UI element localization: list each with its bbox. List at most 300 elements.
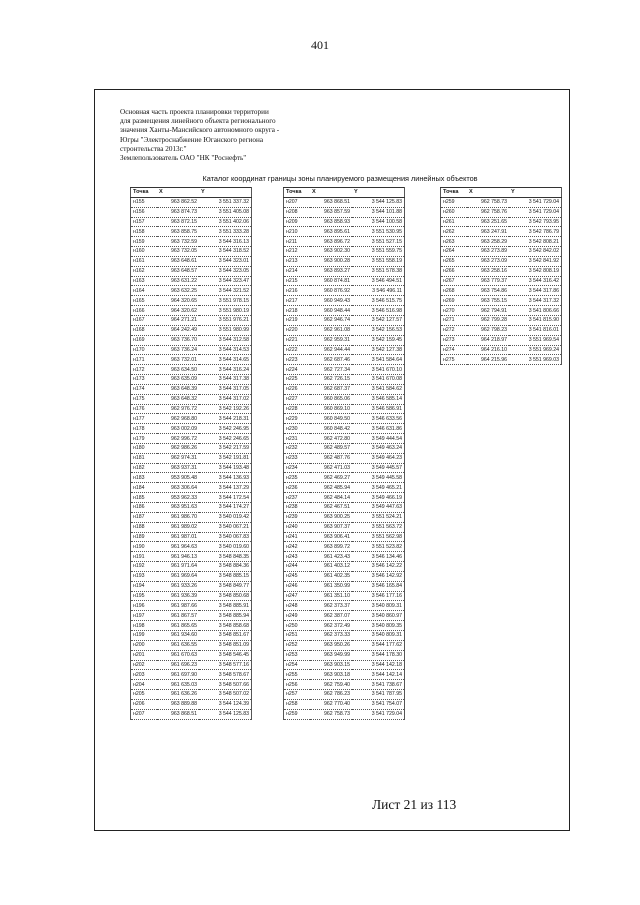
y-coordinate-cell: 3 542 217.59 xyxy=(199,443,252,453)
x-coordinate-cell: 961 635.03 xyxy=(157,680,199,690)
catalog-title: Каталог координат границы зоны планируемого размещения линейных объектов xyxy=(202,174,478,183)
table-row xyxy=(441,207,562,217)
table-row xyxy=(131,611,252,621)
y-coordinate-cell: 3 541 729.04 xyxy=(352,709,405,719)
x-coordinate-cell: 963 634.50 xyxy=(157,365,199,375)
y-coordinate-cell: 3 548 507.66 xyxy=(199,680,252,690)
point-id-cell: н230 xyxy=(284,424,311,434)
x-coordinate-cell: 963 002.09 xyxy=(157,424,199,434)
y-coordinate-cell: 3 546 515.75 xyxy=(352,296,405,306)
point-id-cell: н227 xyxy=(284,394,311,404)
x-coordinate-cell: 962 758.76 xyxy=(467,207,509,217)
x-coordinate-cell: 962 727.34 xyxy=(310,365,352,375)
y-coordinate-cell: 3 551 402.06 xyxy=(199,217,252,227)
point-id-cell: н232 xyxy=(284,443,311,453)
x-coordinate-cell: 963 858.93 xyxy=(310,217,352,227)
y-coordinate-cell: 3 551 524.21 xyxy=(352,512,405,522)
column-header-point: Точка xyxy=(284,188,311,198)
y-coordinate-cell: 3 548 884.36 xyxy=(199,562,252,572)
point-id-cell: н259 xyxy=(441,197,468,207)
table-row xyxy=(284,630,405,640)
point-id-cell: н235 xyxy=(284,473,311,483)
point-id-cell: н195 xyxy=(131,591,158,601)
point-id-cell: н192 xyxy=(131,562,158,572)
table-row xyxy=(284,640,405,650)
x-coordinate-cell: 962 770.40 xyxy=(310,699,352,709)
table-row xyxy=(441,296,562,306)
table-header-row xyxy=(441,188,562,198)
y-coordinate-cell: 3 540 067.83 xyxy=(199,532,252,542)
y-coordinate-cell: 3 546 165.84 xyxy=(352,581,405,591)
table-row xyxy=(284,394,405,404)
y-coordinate-cell: 3 541 670.10 xyxy=(352,365,405,375)
column-header-y: Y xyxy=(352,188,405,198)
table-row xyxy=(284,197,405,207)
header-line: для размещения линейного объекта регионального xyxy=(120,117,276,126)
point-id-cell: н252 xyxy=(284,640,311,650)
table-row xyxy=(131,394,252,404)
y-coordinate-cell: 3 546 142.22 xyxy=(352,562,405,572)
point-id-cell: н212 xyxy=(284,247,311,257)
x-coordinate-cell: 962 687.37 xyxy=(310,384,352,394)
table-row xyxy=(284,690,405,700)
point-id-cell: н164 xyxy=(131,286,158,296)
x-coordinate-cell: 963 732.01 xyxy=(157,355,199,365)
point-id-cell: н260 xyxy=(441,207,468,217)
y-coordinate-cell: 3 542 127.57 xyxy=(352,315,405,325)
point-id-cell: н200 xyxy=(131,640,158,650)
point-id-cell: н161 xyxy=(131,256,158,266)
table-row xyxy=(441,247,562,257)
point-id-cell: н251 xyxy=(284,630,311,640)
point-id-cell: н188 xyxy=(131,522,158,532)
x-coordinate-cell: 963 937.31 xyxy=(157,463,199,473)
x-coordinate-cell: 963 950.26 xyxy=(310,640,352,650)
point-id-cell: н167 xyxy=(131,315,158,325)
y-coordinate-cell: 3 541 584.64 xyxy=(352,355,405,365)
x-coordinate-cell: 961 986.70 xyxy=(157,512,199,522)
table-row xyxy=(441,227,562,237)
table-row xyxy=(284,463,405,473)
table-row xyxy=(441,325,562,335)
point-id-cell: н178 xyxy=(131,424,158,434)
table-row xyxy=(131,493,252,503)
table-row xyxy=(284,552,405,562)
table-row xyxy=(284,424,405,434)
table-row xyxy=(131,207,252,217)
sheet-label: Лист 21 из 113 xyxy=(372,797,457,812)
y-coordinate-cell: 3 544 174.27 xyxy=(199,503,252,513)
header-line: Землепользователь ОАО "НК "Роснефть" xyxy=(120,154,247,163)
x-coordinate-cell: 961 351.10 xyxy=(310,591,352,601)
table-row xyxy=(284,680,405,690)
table-row xyxy=(284,562,405,572)
table-row xyxy=(131,650,252,660)
y-coordinate-cell: 3 544 312.58 xyxy=(199,335,252,345)
y-coordinate-cell: 3 548 577.16 xyxy=(199,660,252,670)
table-row xyxy=(284,591,405,601)
y-coordinate-cell: 3 542 246.65 xyxy=(199,434,252,444)
point-id-cell: н237 xyxy=(284,493,311,503)
table-row xyxy=(131,365,252,375)
y-coordinate-cell: 3 544 323.05 xyxy=(199,266,252,276)
y-coordinate-cell: 3 544 137.29 xyxy=(199,483,252,493)
table-row xyxy=(284,611,405,621)
point-id-cell: н176 xyxy=(131,404,158,414)
y-coordinate-cell: 3 542 842.02 xyxy=(509,247,562,257)
point-id-cell: н179 xyxy=(131,434,158,444)
x-coordinate-cell: 963 889.88 xyxy=(157,699,199,709)
table-row xyxy=(131,532,252,542)
x-coordinate-cell: 963 736.70 xyxy=(157,335,199,345)
table-row xyxy=(284,276,405,286)
point-id-cell: н201 xyxy=(131,650,158,660)
point-id-cell: н159 xyxy=(131,237,158,247)
point-id-cell: н243 xyxy=(284,552,311,562)
y-coordinate-cell: 3 544 318.52 xyxy=(199,247,252,257)
x-coordinate-cell: 962 961.08 xyxy=(310,325,352,335)
x-coordinate-cell: 963 900.25 xyxy=(310,512,352,522)
point-id-cell: н204 xyxy=(131,680,158,690)
y-coordinate-cell: 3 542 808.19 xyxy=(509,266,562,276)
x-coordinate-cell: 962 986.26 xyxy=(157,443,199,453)
x-coordinate-cell: 963 951.63 xyxy=(157,503,199,513)
table-row xyxy=(131,503,252,513)
x-coordinate-cell: 961 867.57 xyxy=(157,611,199,621)
x-coordinate-cell: 961 989.02 xyxy=(157,522,199,532)
y-coordinate-cell: 3 542 808.21 xyxy=(509,237,562,247)
table-row xyxy=(131,463,252,473)
x-coordinate-cell: 963 907.37 xyxy=(310,522,352,532)
point-id-cell: н203 xyxy=(131,670,158,680)
y-coordinate-cell: 3 540 860.97 xyxy=(352,611,405,621)
x-coordinate-cell: 963 903.18 xyxy=(310,670,352,680)
y-coordinate-cell: 3 548 578.67 xyxy=(199,670,252,680)
table-row xyxy=(131,286,252,296)
x-coordinate-cell: 961 697.90 xyxy=(157,670,199,680)
table-row xyxy=(131,680,252,690)
point-id-cell: н214 xyxy=(284,266,311,276)
point-id-cell: н170 xyxy=(131,345,158,355)
point-id-cell: н246 xyxy=(284,581,311,591)
table-row xyxy=(284,503,405,513)
point-id-cell: н174 xyxy=(131,384,158,394)
y-coordinate-cell: 3 548 885.94 xyxy=(199,611,252,621)
point-id-cell: н158 xyxy=(131,227,158,237)
y-coordinate-cell: 3 544 316.13 xyxy=(199,237,252,247)
point-id-cell: н199 xyxy=(131,630,158,640)
table-row xyxy=(284,621,405,631)
point-id-cell: н182 xyxy=(131,463,158,473)
x-coordinate-cell: 963 755.15 xyxy=(467,296,509,306)
table-row xyxy=(284,709,405,719)
point-id-cell: н236 xyxy=(284,483,311,493)
y-coordinate-cell: 3 540 809.35 xyxy=(352,621,405,631)
x-coordinate-cell: 961 969.64 xyxy=(157,571,199,581)
x-coordinate-cell: 961 636.26 xyxy=(157,690,199,700)
x-coordinate-cell: 963 899.72 xyxy=(310,542,352,552)
x-coordinate-cell: 963 648.57 xyxy=(157,266,199,276)
point-id-cell: н194 xyxy=(131,581,158,591)
x-coordinate-cell: 960 949.43 xyxy=(310,296,352,306)
point-id-cell: н258 xyxy=(284,699,311,709)
table-row xyxy=(441,256,562,266)
y-coordinate-cell: 3 541 754.07 xyxy=(352,699,405,709)
x-coordinate-cell: 961 987.66 xyxy=(157,601,199,611)
x-coordinate-cell: 963 902.30 xyxy=(310,247,352,257)
table-row xyxy=(441,217,562,227)
x-coordinate-cell: 963 273.09 xyxy=(467,256,509,266)
table-row xyxy=(131,699,252,709)
table-row xyxy=(284,365,405,375)
y-coordinate-cell: 3 544 218.31 xyxy=(199,414,252,424)
point-id-cell: н216 xyxy=(284,286,311,296)
point-id-cell: н184 xyxy=(131,483,158,493)
table-row xyxy=(284,522,405,532)
x-coordinate-cell: 961 636.55 xyxy=(157,640,199,650)
table-row xyxy=(131,325,252,335)
point-id-cell: н181 xyxy=(131,453,158,463)
table-row xyxy=(284,315,405,325)
point-id-cell: н247 xyxy=(284,591,311,601)
y-coordinate-cell: 3 542 246.95 xyxy=(199,424,252,434)
coordinates-table xyxy=(283,187,405,720)
point-id-cell: н196 xyxy=(131,601,158,611)
point-id-cell: н222 xyxy=(284,345,311,355)
x-coordinate-cell: 961 936.39 xyxy=(157,591,199,601)
table-row xyxy=(284,286,405,296)
coordinates-table xyxy=(130,187,252,720)
x-coordinate-cell: 962 759.40 xyxy=(310,680,352,690)
y-coordinate-cell: 3 544 136.93 xyxy=(199,473,252,483)
table-row xyxy=(284,699,405,709)
x-coordinate-cell: 963 868.51 xyxy=(157,709,199,719)
y-coordinate-cell: 3 551 558.19 xyxy=(352,256,405,266)
table-row xyxy=(131,670,252,680)
table-row xyxy=(441,276,562,286)
table-row xyxy=(131,434,252,444)
x-coordinate-cell: 963 247.91 xyxy=(467,227,509,237)
table-row xyxy=(131,315,252,325)
y-coordinate-cell: 3 541 729.04 xyxy=(509,197,562,207)
y-coordinate-cell: 3 551 976.21 xyxy=(199,315,252,325)
y-coordinate-cell: 3 542 159.45 xyxy=(352,335,405,345)
y-coordinate-cell: 3 551 563.72 xyxy=(352,522,405,532)
point-id-cell: н224 xyxy=(284,365,311,375)
column-header-point: Точка xyxy=(441,188,468,198)
table-row xyxy=(131,591,252,601)
table-row xyxy=(284,542,405,552)
document-header xyxy=(120,108,320,163)
table-row xyxy=(131,217,252,227)
table-row xyxy=(131,266,252,276)
table-row xyxy=(284,325,405,335)
y-coordinate-cell: 3 542 841.92 xyxy=(509,256,562,266)
y-coordinate-cell: 3 548 885.91 xyxy=(199,601,252,611)
x-coordinate-cell: 961 403.12 xyxy=(310,562,352,572)
y-coordinate-cell: 3 551 559.75 xyxy=(352,247,405,257)
table-row xyxy=(284,384,405,394)
table-row xyxy=(131,542,252,552)
table-row xyxy=(131,601,252,611)
point-id-cell: н207 xyxy=(284,197,311,207)
point-id-cell: н198 xyxy=(131,621,158,631)
table-row xyxy=(284,247,405,257)
y-coordinate-cell: 3 540 809.31 xyxy=(352,601,405,611)
table-row xyxy=(441,306,562,316)
table-row xyxy=(284,355,405,365)
x-coordinate-cell: 963 732.05 xyxy=(157,247,199,257)
column-header-x: X xyxy=(467,188,509,198)
point-id-cell: н180 xyxy=(131,443,158,453)
y-coordinate-cell: 3 542 192.26 xyxy=(199,404,252,414)
table-row xyxy=(284,335,405,345)
x-coordinate-cell: 961 987.01 xyxy=(157,532,199,542)
x-coordinate-cell: 960 849.50 xyxy=(310,414,352,424)
point-id-cell: н248 xyxy=(284,601,311,611)
x-coordinate-cell: 960 869.10 xyxy=(310,404,352,414)
table-row xyxy=(284,532,405,542)
point-id-cell: н189 xyxy=(131,532,158,542)
column-header-point: Точка xyxy=(131,188,158,198)
table-row xyxy=(131,640,252,650)
table-row xyxy=(284,434,405,444)
x-coordinate-cell: 962 758.73 xyxy=(310,709,352,719)
point-id-cell: н171 xyxy=(131,355,158,365)
y-coordinate-cell: 3 544 317.02 xyxy=(199,394,252,404)
y-coordinate-cell: 3 541 738.67 xyxy=(352,680,405,690)
page-number: 401 xyxy=(311,38,329,52)
y-coordinate-cell: 3 541 787.95 xyxy=(352,690,405,700)
y-coordinate-cell: 3 544 323.47 xyxy=(199,276,252,286)
point-id-cell: н263 xyxy=(441,237,468,247)
table-row xyxy=(284,443,405,453)
x-coordinate-cell: 962 372.49 xyxy=(310,621,352,631)
point-id-cell: н191 xyxy=(131,552,158,562)
x-coordinate-cell: 953 962.33 xyxy=(157,493,199,503)
table-row xyxy=(131,227,252,237)
point-id-cell: н173 xyxy=(131,375,158,385)
point-id-cell: н215 xyxy=(284,276,311,286)
table-row xyxy=(131,621,252,631)
table-row xyxy=(131,335,252,345)
table-row xyxy=(131,197,252,207)
table-row xyxy=(441,237,562,247)
table-row xyxy=(131,237,252,247)
point-id-cell: н168 xyxy=(131,325,158,335)
x-coordinate-cell: 962 373.33 xyxy=(310,630,352,640)
x-coordinate-cell: 960 874.81 xyxy=(310,276,352,286)
x-coordinate-cell: 961 934.60 xyxy=(157,630,199,640)
table-row xyxy=(131,375,252,385)
point-id-cell: н257 xyxy=(284,690,311,700)
x-coordinate-cell: 962 387.07 xyxy=(310,611,352,621)
x-coordinate-cell: 963 631.22 xyxy=(157,276,199,286)
table-row xyxy=(284,650,405,660)
table-row xyxy=(284,207,405,217)
y-coordinate-cell: 3 549 465.21 xyxy=(352,483,405,493)
point-id-cell: н270 xyxy=(441,306,468,316)
y-coordinate-cell: 3 544 317.05 xyxy=(199,384,252,394)
y-coordinate-cell: 3 551 978.15 xyxy=(199,296,252,306)
x-coordinate-cell: 962 968.80 xyxy=(157,414,199,424)
point-id-cell: н250 xyxy=(284,621,311,631)
x-coordinate-cell: 953 905.48 xyxy=(157,473,199,483)
y-coordinate-cell: 3 548 507.02 xyxy=(199,690,252,700)
point-id-cell: н177 xyxy=(131,414,158,424)
point-id-cell: н197 xyxy=(131,611,158,621)
y-coordinate-cell: 3 544 193.48 xyxy=(199,463,252,473)
table-row xyxy=(284,473,405,483)
point-id-cell: н165 xyxy=(131,296,158,306)
point-id-cell: н187 xyxy=(131,512,158,522)
x-coordinate-cell: 962 487.76 xyxy=(310,453,352,463)
x-coordinate-cell: 962 959.31 xyxy=(310,335,352,345)
y-coordinate-cell: 3 546 586.91 xyxy=(352,404,405,414)
x-coordinate-cell: 963 251.65 xyxy=(467,217,509,227)
x-coordinate-cell: 962 373.37 xyxy=(310,601,352,611)
x-coordinate-cell: 961 402.35 xyxy=(310,571,352,581)
x-coordinate-cell: 963 857.59 xyxy=(310,207,352,217)
point-id-cell: н220 xyxy=(284,325,311,335)
y-coordinate-cell: 3 541 729.04 xyxy=(509,207,562,217)
coordinates-table xyxy=(440,187,562,365)
header-line: стронтельства 2013г." xyxy=(120,144,187,153)
table-row xyxy=(441,197,562,207)
x-coordinate-cell: 962 974.31 xyxy=(157,453,199,463)
point-id-cell: н267 xyxy=(441,276,468,286)
x-coordinate-cell: 963 949.99 xyxy=(310,650,352,660)
y-coordinate-cell: 3 541 670.08 xyxy=(352,375,405,385)
table-row xyxy=(131,424,252,434)
y-coordinate-cell: 3 541 584.62 xyxy=(352,384,405,394)
x-coordinate-cell: 962 794.91 xyxy=(467,306,509,316)
table-row xyxy=(131,256,252,266)
y-coordinate-cell: 3 540 019.60 xyxy=(199,542,252,552)
y-coordinate-cell: 3 544 100.58 xyxy=(352,217,405,227)
x-coordinate-cell: 961 423.43 xyxy=(310,552,352,562)
y-coordinate-cell: 3 551 562.98 xyxy=(352,532,405,542)
x-coordinate-cell: 963 632.25 xyxy=(157,286,199,296)
x-coordinate-cell: 963 736.24 xyxy=(157,345,199,355)
y-coordinate-cell: 3 544 317.86 xyxy=(509,286,562,296)
x-coordinate-cell: 963 893.27 xyxy=(310,266,352,276)
table-row xyxy=(131,296,252,306)
y-coordinate-cell: 3 544 323.01 xyxy=(199,256,252,266)
table-row xyxy=(131,443,252,453)
point-id-cell: н272 xyxy=(441,325,468,335)
point-id-cell: н213 xyxy=(284,256,311,266)
y-coordinate-cell: 3 546 633.56 xyxy=(352,414,405,424)
y-coordinate-cell: 3 551 523.82 xyxy=(352,542,405,552)
x-coordinate-cell: 961 964.63 xyxy=(157,542,199,552)
point-id-cell: н175 xyxy=(131,394,158,404)
point-id-cell: н163 xyxy=(131,276,158,286)
y-coordinate-cell: 3 544 172.54 xyxy=(199,493,252,503)
point-id-cell: н253 xyxy=(284,650,311,660)
table-row xyxy=(284,256,405,266)
x-coordinate-cell: 962 786.23 xyxy=(310,690,352,700)
point-id-cell: н166 xyxy=(131,306,158,316)
y-coordinate-cell: 3 542 793.95 xyxy=(509,217,562,227)
table-row xyxy=(131,404,252,414)
x-coordinate-cell: 963 872.15 xyxy=(157,217,199,227)
x-coordinate-cell: 960 848.42 xyxy=(310,424,352,434)
point-id-cell: н249 xyxy=(284,611,311,621)
y-coordinate-cell: 3 546 142.92 xyxy=(352,571,405,581)
x-coordinate-cell: 961 971.64 xyxy=(157,562,199,572)
point-id-cell: н217 xyxy=(284,296,311,306)
